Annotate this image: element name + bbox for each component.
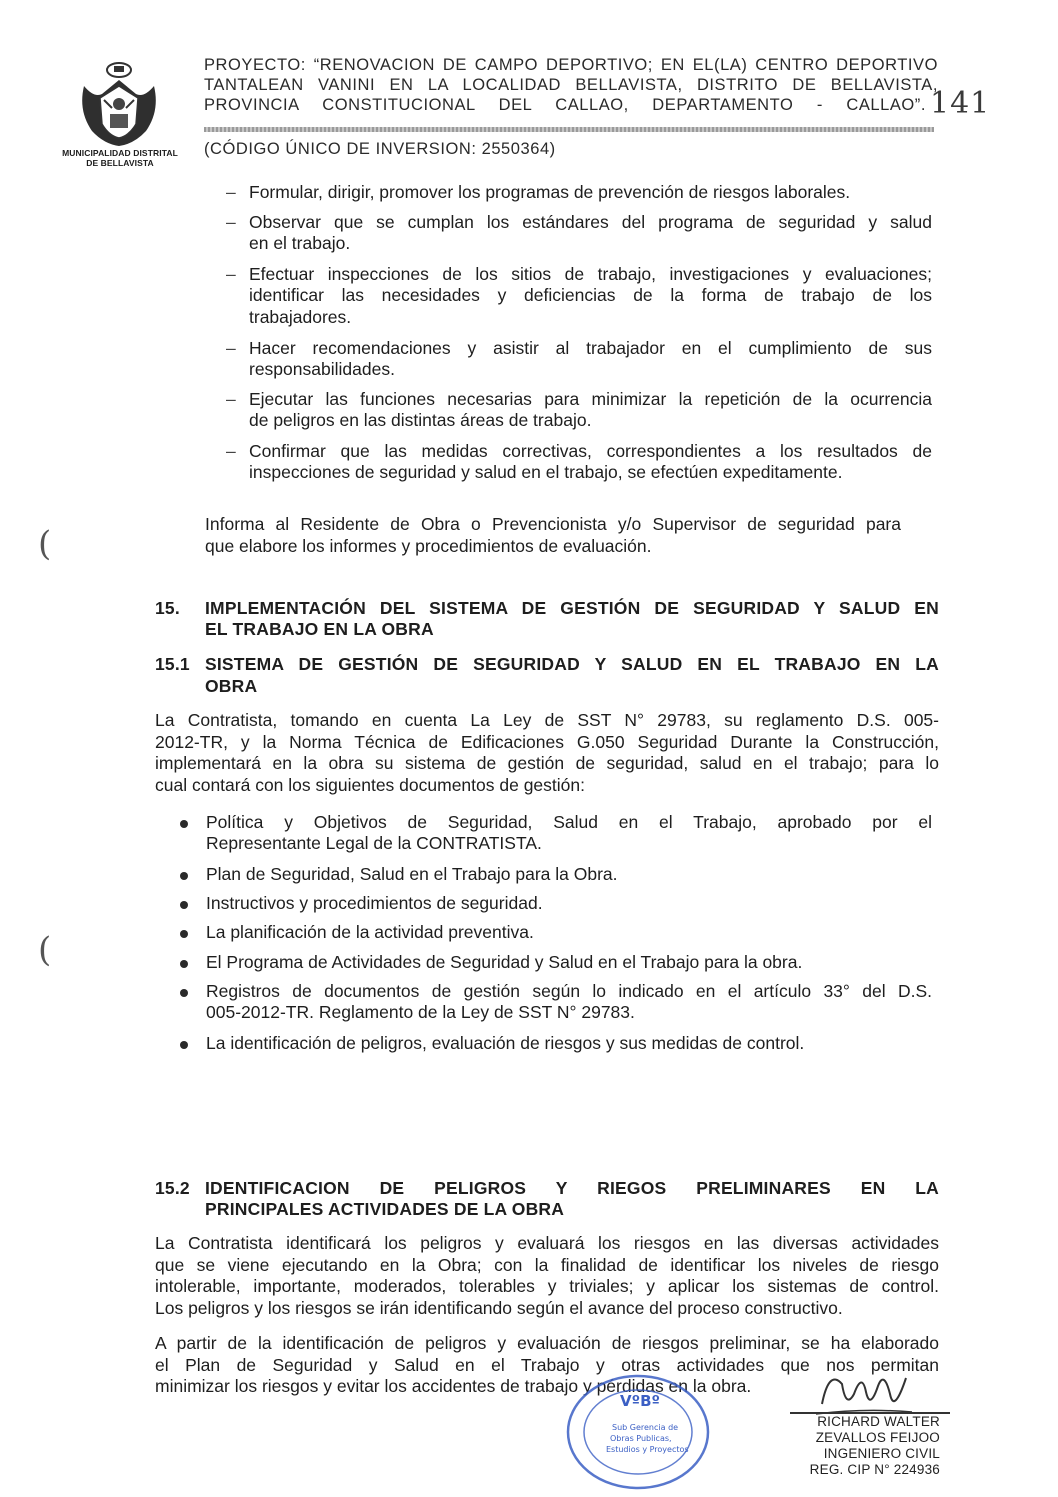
section-152-paragraph1-line: Los peligros y los riesgos se irán identificando según el avance del proceso constructivo. <box>155 1298 843 1318</box>
section-152-paragraph2-line: el Plan de Seguridad y Salud en el Trabajo y otras actividades que nos permitan <box>155 1355 939 1375</box>
section-152-paragraph2-line: minimizar los riesgos y evitar los accidentes de trabajo y pérdidas en la obra. <box>155 1376 752 1396</box>
engineer-title: INGENIERO CIVIL <box>823 1446 940 1461</box>
approval-stamp <box>550 1366 720 1494</box>
bullet-item-line: 005-2012-TR. Reglamento de la Ley de SST N° 29783. <box>206 1002 635 1022</box>
section-151-paragraph-line: La Contratista, tomando en cuenta La Ley de SST N° 29783, su reglamento D.S. 005- <box>155 710 939 730</box>
bullet-item-line: La identificación de peligros, evaluación de riesgos y sus medidas de control. <box>206 1033 805 1053</box>
section-152-number: 15.2 <box>155 1178 190 1198</box>
municipal-crest-logo <box>74 56 164 148</box>
inform-paragraph-line: que elabore los informes y procedimientos de evaluación. <box>205 536 652 556</box>
dash-bullet: – <box>226 212 236 232</box>
bullet-dot <box>180 901 188 909</box>
section-152-paragraph1-line: intolerable, importante, moderados, tolerables y triviales; y aplicar los sistemas de control. <box>155 1276 939 1296</box>
bullet-dot <box>180 820 188 828</box>
dash-bullet: – <box>226 338 236 358</box>
duty-item-line: en el trabajo. <box>249 233 351 253</box>
bullet-dot <box>180 872 188 880</box>
project-title-line-1: PROYECTO: “RENOVACION DE CAMPO DEPORTIVO; EN EL(LA) CENTRO DEPORTIVO <box>204 56 938 74</box>
duty-item-line: identificar las necesidades y deficiencias de la forma de trabajo de los <box>249 285 932 305</box>
page-number: 141 <box>930 86 991 121</box>
stamp-line: Sub Gerencia de <box>612 1423 679 1432</box>
project-title-line-2: TANTALEAN VANINI EN LA LOCALIDAD BELLAVISTA, DISTRITO DE BELLAVISTA, <box>204 76 938 94</box>
logo-caption-line-2: DE BELLAVISTA <box>86 158 154 168</box>
section-151-title-line: OBRA <box>205 676 258 696</box>
bullet-item-line: Plan de Seguridad, Salud en el Trabajo para la Obra. <box>206 864 618 884</box>
bullet-dot <box>180 930 188 938</box>
project-title-line-3: PROVINCIA CONSTITUCIONAL DEL CALLAO, DEPARTAMENTO - CALLAO”. <box>204 96 926 114</box>
stamp-line: Obras Publicas, <box>610 1434 672 1443</box>
investment-code: (CÓDIGO ÚNICO DE INVERSION: 2550364) <box>204 140 556 158</box>
section-151-number: 15.1 <box>155 654 190 674</box>
duty-item-line: inspecciones de seguridad y salud en el trabajo, se efectúen expeditamente. <box>249 462 843 482</box>
engineer-registration: REG. CIP N° 224936 <box>809 1462 940 1477</box>
duty-item-line: de peligros en las distintas áreas de trabajo. <box>249 410 592 430</box>
section-151-title-line: SISTEMA DE GESTIÓN DE SEGURIDAD Y SALUD EN EL TRABAJO EN LA <box>205 654 939 674</box>
section-15-number: 15. <box>155 598 180 618</box>
engineer-name-line-2: ZEVALLOS FEIJOO <box>815 1430 940 1445</box>
duty-item-line: Efectuar inspecciones de los sitios de trabajo, investigaciones y evaluaciones; <box>249 264 932 284</box>
section-152-paragraph2-line: A partir de la identificación de peligros y evaluación de riesgos preliminar, se ha elaborado <box>155 1333 939 1353</box>
section-151-paragraph-line: 2012-TR, y la Norma Técnica de Edificaciones G.050 Seguridad Durante la Construcción, <box>155 732 939 752</box>
section-151-paragraph-line: implementará en la obra su sistema de gestión de seguridad, salud en el trabajo; para lo <box>155 753 939 773</box>
section-152-paragraph1-line: que se viene ejecutando en la Obra; con la finalidad de identificar los niveles de riesgo <box>155 1255 939 1275</box>
duty-item-line: Confirmar que las medidas correctivas, correspondientes a los resultados de <box>249 441 932 461</box>
bullet-item-line: Instructivos y procedimientos de seguridad. <box>206 893 543 913</box>
section-152-title-line: IDENTIFICACION DE PELIGROS Y RIEGOS PRELIMINARES EN LA <box>205 1178 939 1198</box>
stamp-line: Estudios y Proyectos <box>606 1445 689 1454</box>
bullet-item-line: Representante Legal de la CONTRATISTA. <box>206 833 542 853</box>
duty-item-line: Hacer recomendaciones y asistir al trabajador en el cumplimiento de sus <box>249 338 932 358</box>
dash-bullet: – <box>226 441 236 461</box>
stamp-vobo: VºBº <box>620 1392 660 1410</box>
margin-mark: ( <box>38 524 52 564</box>
dash-bullet: – <box>226 264 236 284</box>
section-15-title-line: IMPLEMENTACIÓN DEL SISTEMA DE GESTIÓN DE SEGURIDAD Y SALUD EN <box>205 598 939 618</box>
bullet-item-line: Registros de documentos de gestión según lo indicado en el artículo 33° del D.S. <box>206 981 932 1001</box>
section-15-title-line: EL TRABAJO EN LA OBRA <box>205 619 434 639</box>
engineer-name-line-1: RICHARD WALTER <box>817 1414 940 1429</box>
header-rule <box>204 127 934 132</box>
inform-paragraph-line: Informa al Residente de Obra o Prevencionista y/o Supervisor de seguridad para <box>205 514 901 534</box>
section-151-paragraph-line: cual contará con los siguientes documentos de gestión: <box>155 775 585 795</box>
dash-bullet: – <box>226 182 236 202</box>
bullet-item-line: Política y Objetivos de Seguridad, Salud en el Trabajo, aprobado por el <box>206 812 932 832</box>
duty-item-line: Ejecutar las funciones necesarias para minimizar la repetición de la ocurrencia <box>249 389 932 409</box>
duty-item-line: trabajadores. <box>249 307 352 327</box>
logo-caption-line-1: MUNICIPALIDAD DISTRITAL <box>62 148 178 158</box>
duty-item-line: Formular, dirigir, promover los programas de prevención de riesgos laborales. <box>249 182 851 202</box>
bullet-dot <box>180 1041 188 1049</box>
section-152-title-line: PRINCIPALES ACTIVIDADES DE LA OBRA <box>205 1199 565 1219</box>
bullet-item-line: La planificación de la actividad preventiva. <box>206 922 534 942</box>
bullet-dot <box>180 989 188 997</box>
bullet-dot <box>180 960 188 968</box>
margin-mark: ( <box>38 930 52 970</box>
section-152-paragraph1-line: La Contratista identificará los peligros y evaluará los riesgos en las diversas actividades <box>155 1233 939 1253</box>
duty-item-line: responsabilidades. <box>249 359 395 379</box>
dash-bullet: – <box>226 389 236 409</box>
duty-item-line: Observar que se cumplan los estándares del programa de seguridad y salud <box>249 212 932 232</box>
bullet-item-line: El Programa de Actividades de Seguridad y Salud en el Trabajo para la obra. <box>206 952 803 972</box>
